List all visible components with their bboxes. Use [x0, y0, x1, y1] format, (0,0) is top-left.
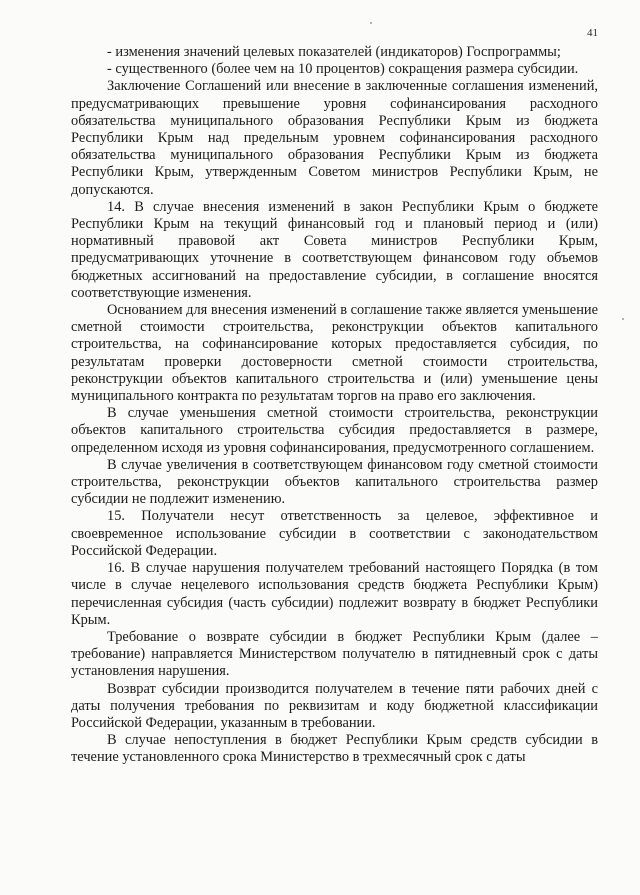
paragraph: В случае непоступления в бюджет Республики Крым средств субсидии в течение установленного срока Министерство в трехмесячный срок с даты	[71, 732, 598, 766]
page-number: 41	[587, 27, 598, 39]
paragraph: Заключение Соглашений или внесение в заключенные соглашения изменений, предусматривающих превышение уровня софинансирования расходного обязательства муниципального образования Республики Крым из бюджета Республики Крым над предельным уровнем софинансирования расходного обязательства муниципального образования Республики Крым из бюджета Республики Крым, утвержденным Советом министров Республики Крым, не допускаются.	[71, 78, 598, 198]
paragraph: - изменения значений целевых показателей (индикаторов) Госпрограммы;	[107, 44, 561, 60]
paragraph: Требование о возврате субсидии в бюджет Республики Крым (далее – требование) направляется Министерством получателю в пятидневный срок с даты установления нарушения.	[71, 628, 598, 680]
paragraph: 14. В случае внесения изменений в закон Республики Крым о бюджете Республики Крым на текущий финансовый год и плановый период и (или) нормативный правовой акт Совета министров Республики Крым, предусматривающих уточнение в соответствующем финансовом году объемов бюджетных ассигнований на предоставление субсидии, в соглашение вносятся соответствующие изменения.	[71, 198, 598, 301]
scan-speck	[370, 22, 372, 24]
paragraph: 16. В случае нарушения получателем требований настоящего Порядка (в том числе в случае нецелевого использования средств бюджета Республики Крым) перечисленная субсидия (часть субсидии) подлежит возврату в бюджет Республики Крым.	[71, 560, 598, 628]
paragraph: Возврат субсидии производится получателем в течение пяти рабочих дней с даты получения требования по реквизитам и коду бюджетной классификации Российской Федерации, указанным в требовании.	[71, 680, 598, 731]
paragraph: В случае уменьшения сметной стоимости строительства, реконструкции объектов капитального строительства субсидия предоставляется в размере, определенном исходя из уровня софинансирования, предусмотренного соглашением.	[71, 405, 598, 456]
paragraph: В случае увеличения в соответствующем финансовом году сметной стоимости строительства, реконструкции объектов капитального строительства размер субсидии не подлежит изменению.	[71, 456, 598, 508]
document-body	[71, 44, 598, 767]
paragraph: Основанием для внесения изменений в соглашение также является уменьшение сметной стоимости строительства, реконструкции объектов капитального строительства, на софинансирование которых предоставляется субсидия, по результатам проверки достоверности сметной стоимости строительства, реконструкции объектов капитального строительства и (или) уменьшение цены муниципального контракта по результатам торгов на право его заключения.	[71, 302, 598, 405]
paragraph: 15. Получатели несут ответственность за целевое, эффективное и своевременное использование субсидии в соответствии с законодательством Российской Федерации.	[71, 508, 598, 559]
paragraph: - существенного (более чем на 10 процентов) сокращения размера субсидии.	[107, 61, 579, 78]
scan-speck	[622, 318, 624, 320]
